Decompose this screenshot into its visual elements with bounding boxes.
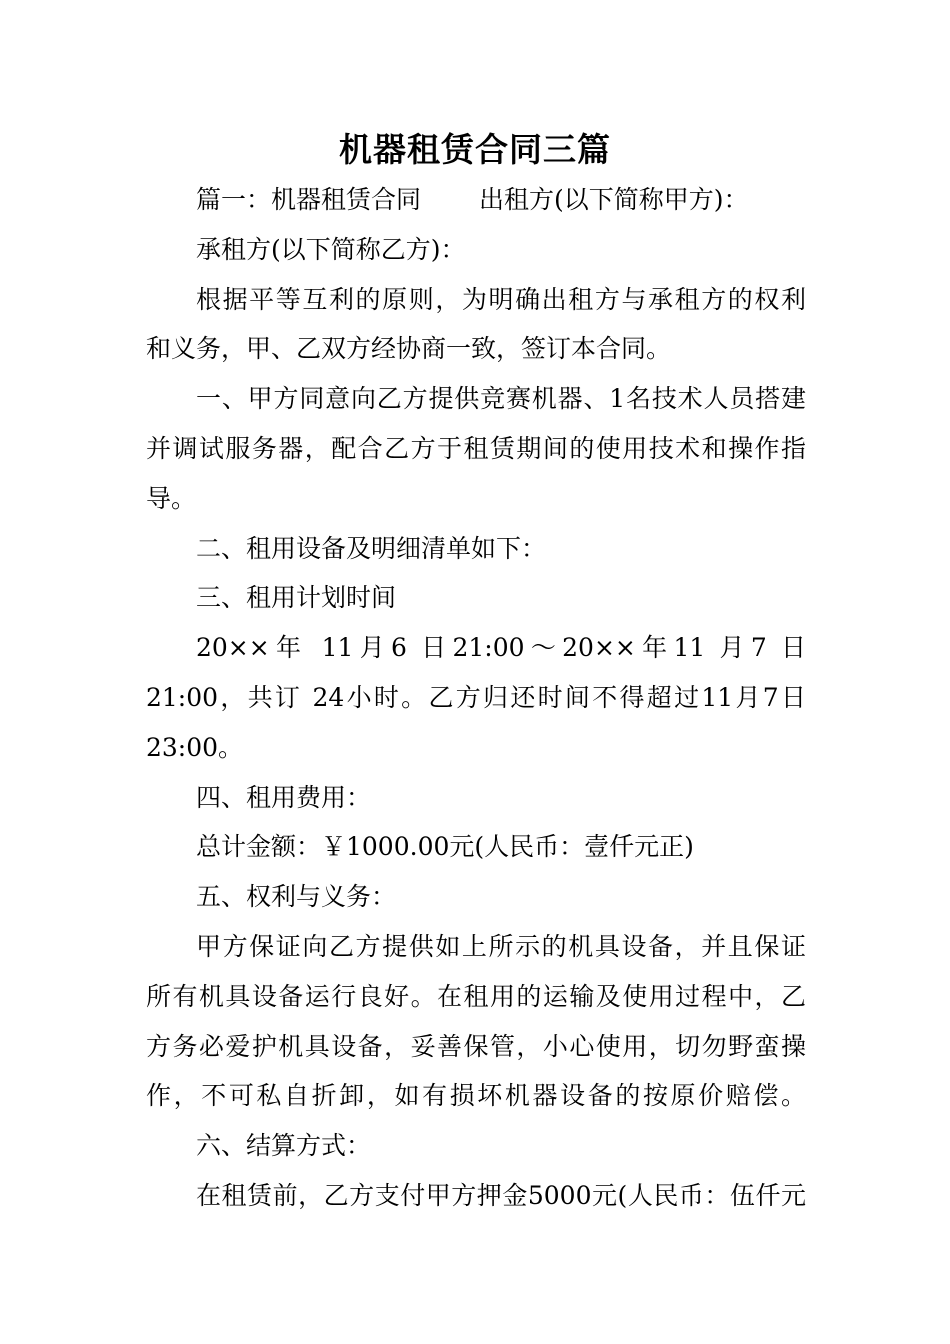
text-line: 承租方(以下简称乙方)： [196, 235, 466, 264]
text-line: 一、甲方同意向乙方提供竞赛机器、1名技术人员搭建 [196, 384, 806, 413]
text-line: 20××年 11月6 日21:00～20××年11 月7 日 [196, 633, 806, 662]
text-line: 作，不可私自折卸，如有损坏机器设备的按原价赔偿。 [146, 1081, 806, 1110]
text-line: 23:00。 [146, 733, 244, 762]
text-line: 五、权利与义务： [196, 882, 397, 911]
text-line: 并调试服务器，配合乙方于租赁期间的使用技术和操作指 [146, 434, 806, 463]
text-line: 篇一：机器租赁合同 出租方(以下简称甲方)： [196, 185, 749, 214]
text-line: 甲方保证向乙方提供如上所示的机具设备，并且保证 [196, 932, 806, 961]
text-line: 根据平等互利的原则，为明确出租方与承租方的权利 [196, 285, 806, 314]
text-line: 方务必爱护机具设备，妥善保管，小心使用，切勿野蛮操 [146, 1032, 806, 1061]
text-line: 21:00，共订 24小时。乙方归还时间不得超过11月7日 [146, 683, 806, 712]
text-line: 和义务，甲、乙双方经协商一致，签订本合同。 [146, 334, 672, 363]
text-line: 总计金额：￥1000.00元(人民币：壹仟元正) [196, 832, 694, 861]
text-line: 二、租用设备及明细清单如下： [196, 534, 547, 563]
text-line: 三、租用计划时间 [196, 583, 397, 612]
text-line: 在租赁前，乙方支付甲方押金5000元(人民币：伍仟元 [196, 1181, 806, 1210]
text-line: 所有机具设备运行良好。在租用的运输及使用过程中，乙 [146, 982, 806, 1011]
text-line: 六、结算方式： [196, 1131, 372, 1160]
text-line: 导。 [146, 484, 197, 513]
text-line: 四、租用费用： [196, 783, 372, 812]
document-title: 机器租赁合同三篇 [339, 130, 611, 169]
